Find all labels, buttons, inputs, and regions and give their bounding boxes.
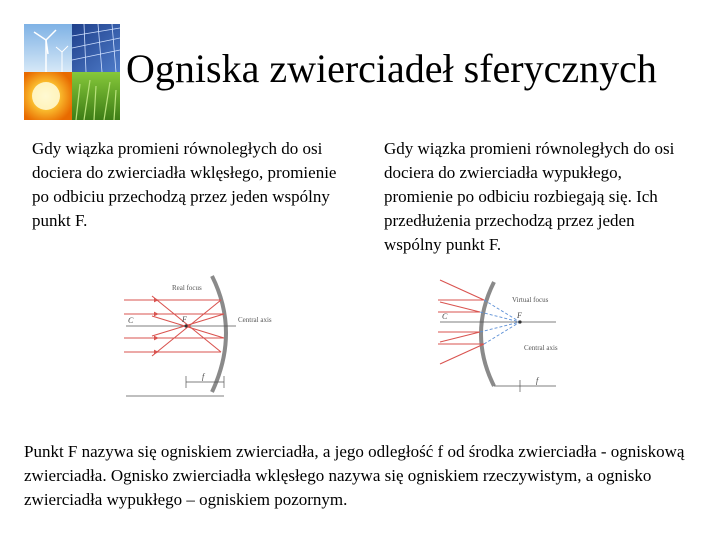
convex-mirror [481, 282, 494, 386]
center-label: C [128, 316, 134, 325]
focus-f-label: F [182, 315, 187, 324]
focus-definition-paragraph: Punkt F nazywa się ogniskiem zwierciadła, a jego odległość f od środka zwierciadła - ogniskową zwierciadła. Ognisko zwierciadła wklęsłego nazywa się ogniskiem rzeczywistym, a ognisko zwierciadła wypukłego – ogniskiem pozornym. [24, 442, 685, 509]
focal-length-label: f [202, 372, 205, 381]
focus-f-label: F [517, 311, 522, 320]
convex-mirror-diagram [432, 278, 574, 398]
renewable-energy-logo-icon [24, 24, 120, 120]
focal-length-label: f [536, 376, 539, 385]
slide-title: Ogniska zwierciadeł sferycznych [126, 46, 657, 91]
central-axis-label: Central axis [238, 316, 272, 324]
center-label: C [442, 312, 448, 321]
real-focus-label: Real focus [172, 284, 202, 292]
concave-mirror [212, 276, 226, 392]
central-axis-label: Central axis [524, 344, 558, 352]
virtual-focus-label: Virtual focus [512, 296, 549, 304]
concave-mirror-description: Gdy wiązka promieni równoległych do osi dociera do zwierciadła wklęsłego, promienie po odbiciu przechodzą przez jeden wspólny punkt F. [32, 139, 337, 230]
convex-mirror-description: Gdy wiązka promieni równoległych do osi dociera do zwierciadła wypukłego, promienie po odbiciu rozbiegają się. Ich przedłużenia przechodzą przez jeden wspólny punkt F. [384, 139, 675, 254]
concave-mirror-diagram [112, 270, 272, 405]
